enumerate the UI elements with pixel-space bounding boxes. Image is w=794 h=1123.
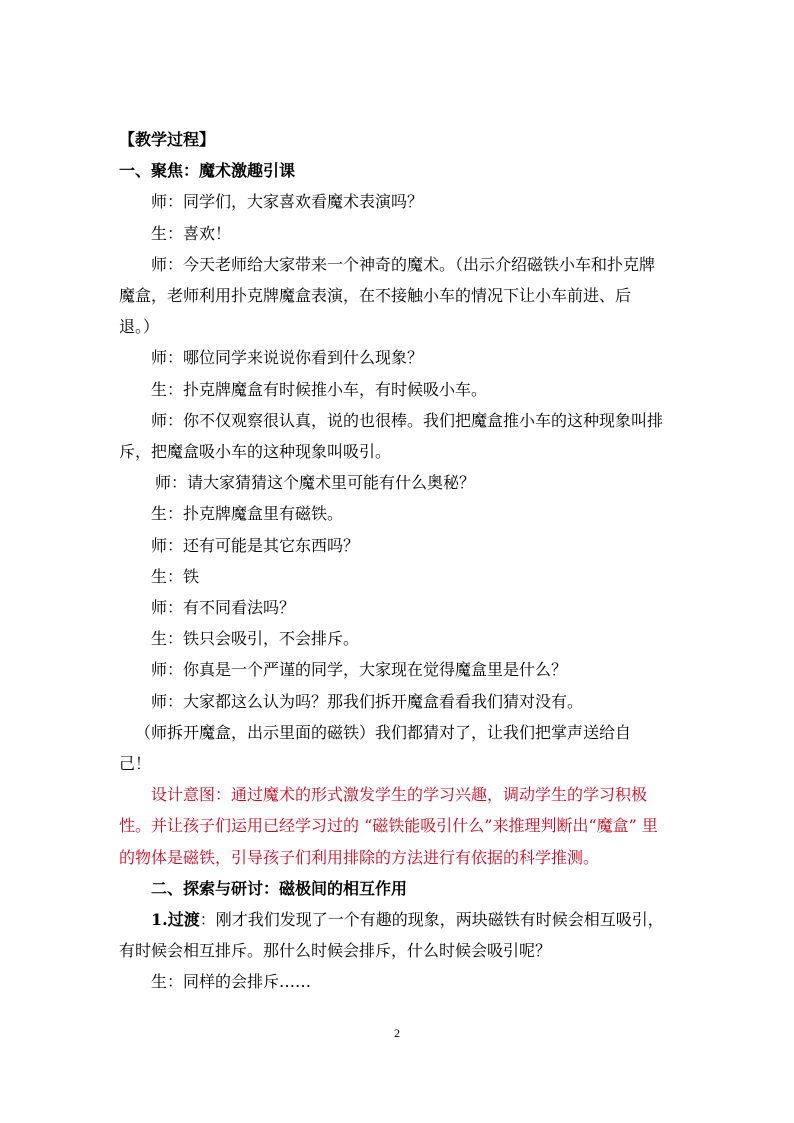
dialogue-line: 师：哪位同学来说说你看到什么现象？ <box>151 348 424 368</box>
dialogue-line: 师：你真是一个严谨的同学，大家现在觉得魔盒里是什么？ <box>151 660 568 680</box>
dialogue-line-continued: 退。） <box>119 317 160 337</box>
transition-label: 1.过渡 <box>151 910 200 930</box>
design-intent-line: 设计意图：通过魔术的形式激发学生的学习兴趣，调动学生的学习积极 <box>151 785 648 805</box>
design-intent-line: 性。并让孩子们运用已经学习过的 “磁铁能吸引什么”来推理判断出“魔盒” 里 <box>119 816 658 836</box>
lesson-content <box>119 124 677 998</box>
dialogue-line: 生：扑克牌魔盒里有磁铁。 <box>151 504 344 524</box>
design-intent-line: 的物体是磁铁，引导孩子们利用排除的方法进行有依据的科学推测。 <box>119 847 600 867</box>
dialogue-line: 生：铁 <box>151 566 200 586</box>
dialogue-line: 师：有不同看法吗？ <box>151 598 296 618</box>
dialogue-line: 师：同学们，大家喜欢看魔术表演吗？ <box>151 192 424 212</box>
transition-paragraph <box>119 904 677 935</box>
dialogue-line: 师：你不仅观察很认真，说的也很棒。我们把魔盒推小车的这种现象叫排 <box>151 410 664 430</box>
dialogue-line: 生：铁只会吸引，不会排斥。 <box>151 629 360 649</box>
dialogue-line: 生：喜欢！ <box>151 223 232 243</box>
dialogue-line-continued: 魔盒，老师利用扑克牌魔盒表演，在不接触小车的情况下让小车前进、后 <box>119 286 632 306</box>
transition-text: ：刚才我们发现了一个有趣的现象，两块磁铁有时候会相互吸引， <box>199 910 664 930</box>
dialogue-line: 师：大家都这么认为吗？那我们拆开魔盒看看我们猜对没有。 <box>151 691 584 711</box>
section-heading: 【教学过程】 <box>119 130 216 149</box>
dialogue-line: 师：今天老师给大家带来一个神奇的魔术。（出示介绍磁铁小车和扑克牌 <box>151 254 656 274</box>
dialogue-line: 生：扑克牌魔盒有时候推小车，有时候吸小车。 <box>151 379 488 399</box>
dialogue-line: 生：同样的会排斥…… <box>151 972 312 992</box>
section2-title: 二、探索与研讨：磁极间的相互作用 <box>151 878 408 898</box>
section1-title: 一、聚焦：魔术激趣引课 <box>119 161 296 181</box>
dialogue-line: 师：请大家猜猜这个魔术里可能有什么奥秘？ <box>155 473 476 493</box>
transition-paragraph-continued: 有时候会相互排斥。那什么时候会排斥，什么时候会吸引呢？ <box>119 941 552 961</box>
dialogue-line: （师拆开魔盒，出示里面的磁铁）我们都猜对了，让我们把掌声送给自 <box>135 722 632 742</box>
dialogue-line-continued: 己！ <box>119 754 152 774</box>
page-number: 2 <box>394 1026 400 1040</box>
dialogue-line: 师：还有可能是其它东西吗？ <box>151 535 360 555</box>
dialogue-line-continued: 斥，把魔盒吸小车的这种现象叫吸引。 <box>119 442 392 462</box>
